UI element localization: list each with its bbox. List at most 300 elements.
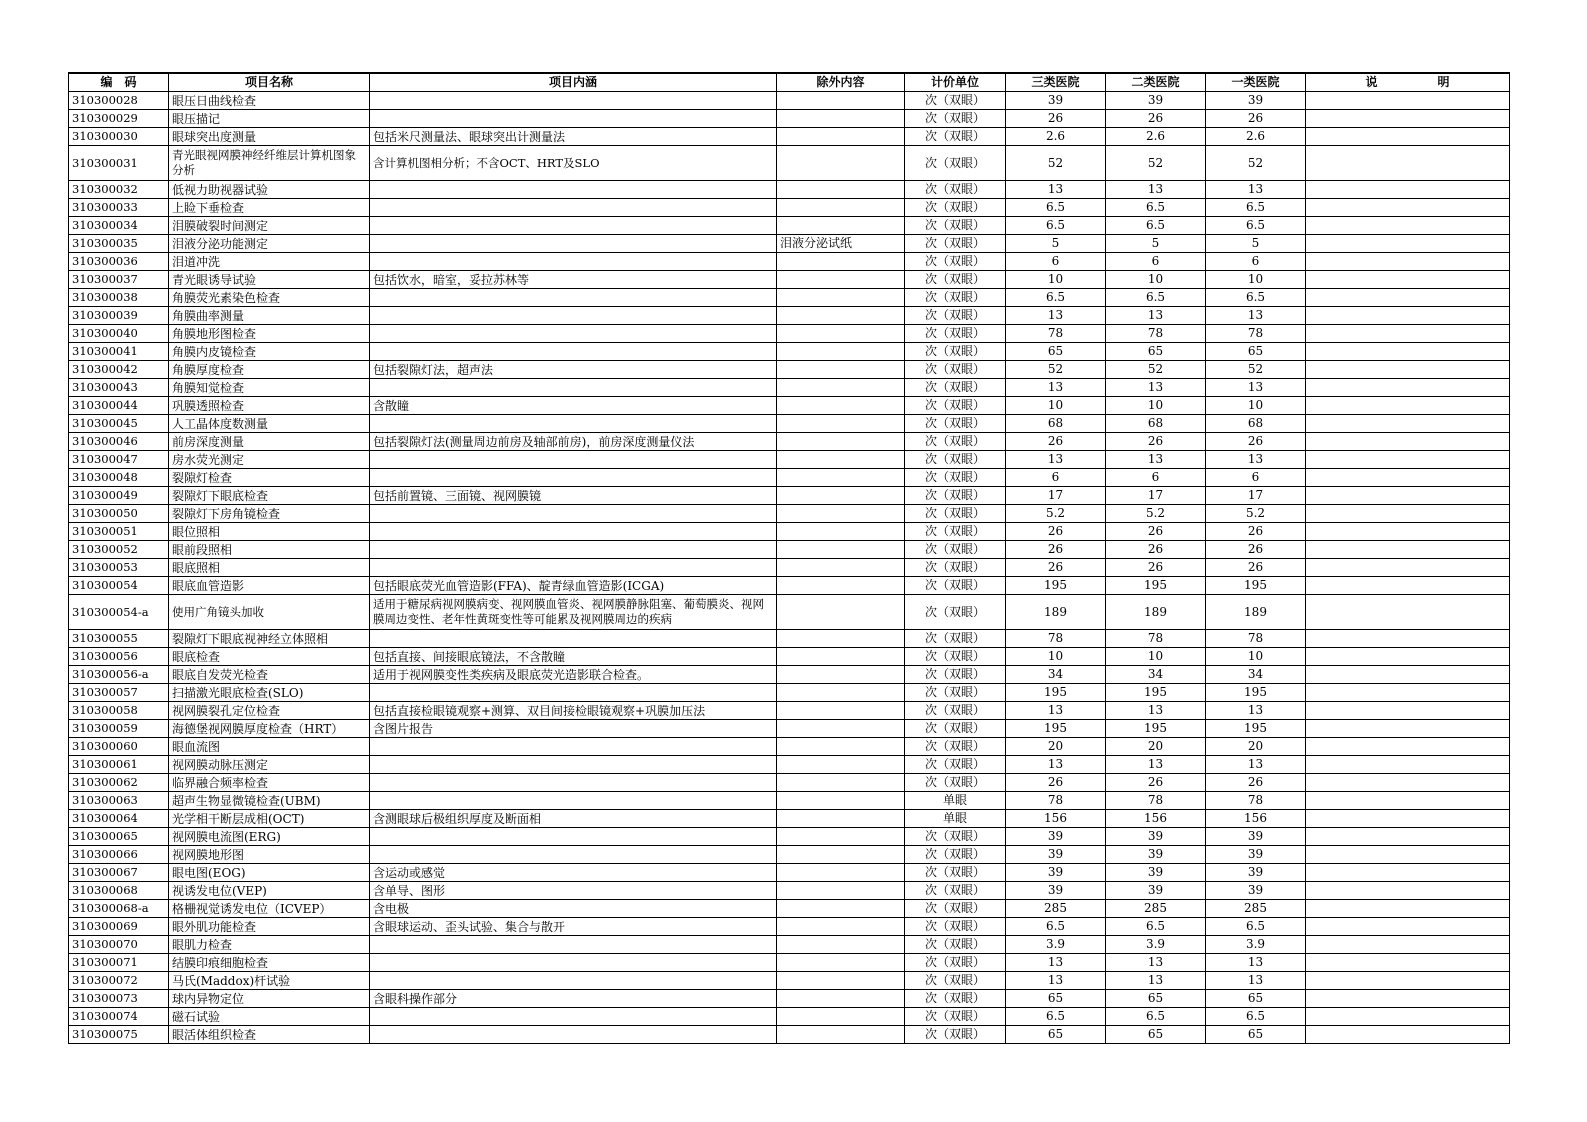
cell-item-content	[370, 199, 777, 217]
cell-exclusions	[777, 433, 905, 451]
cell-unit: 次（双眼）	[905, 918, 1006, 936]
cell-notes	[1306, 595, 1510, 630]
cell-code: 310300071	[69, 954, 169, 972]
cell-code: 310300050	[69, 505, 169, 523]
cell-code: 310300037	[69, 271, 169, 289]
cell-notes	[1306, 918, 1510, 936]
table-row	[69, 756, 1510, 774]
cell-item-name: 前房深度测量	[169, 433, 370, 451]
cell-notes	[1306, 990, 1510, 1008]
table-row	[69, 505, 1510, 523]
cell-class2-price: 26	[1106, 523, 1206, 541]
cell-item-name: 眼压描记	[169, 110, 370, 128]
cell-class1-price: 6.5	[1206, 289, 1306, 307]
cell-class3-price: 52	[1006, 361, 1106, 379]
cell-exclusions	[777, 128, 905, 146]
table-row	[69, 146, 1510, 181]
cell-class2-price: 195	[1106, 684, 1206, 702]
table-row	[69, 307, 1510, 325]
cell-class3-price: 13	[1006, 181, 1106, 199]
cell-exclusions	[777, 92, 905, 110]
cell-item-content	[370, 181, 777, 199]
cell-unit: 次（双眼）	[905, 972, 1006, 990]
cell-unit: 次（双眼）	[905, 900, 1006, 918]
cell-class2-price: 13	[1106, 756, 1206, 774]
cell-unit: 次（双眼）	[905, 864, 1006, 882]
cell-unit: 次（双眼）	[905, 846, 1006, 864]
cell-item-name: 眼底检查	[169, 648, 370, 666]
cell-item-content: 含单导、图形	[370, 882, 777, 900]
table-row	[69, 684, 1510, 702]
cell-code: 310300044	[69, 397, 169, 415]
cell-class1-price: 52	[1206, 361, 1306, 379]
cell-exclusions	[777, 361, 905, 379]
cell-exclusions: 泪液分泌试纸	[777, 235, 905, 253]
cell-class2-price: 52	[1106, 361, 1206, 379]
cell-exclusions	[777, 217, 905, 235]
cell-class3-price: 26	[1006, 110, 1106, 128]
cell-unit: 次（双眼）	[905, 433, 1006, 451]
cell-item-name: 眼外肌功能检查	[169, 918, 370, 936]
cell-notes	[1306, 810, 1510, 828]
cell-unit: 次（双眼）	[905, 325, 1006, 343]
cell-code: 310300042	[69, 361, 169, 379]
cell-unit: 次（双眼）	[905, 936, 1006, 954]
table-row	[69, 900, 1510, 918]
cell-notes	[1306, 181, 1510, 199]
cell-item-content	[370, 846, 777, 864]
table-row	[69, 217, 1510, 235]
cell-class2-price: 156	[1106, 810, 1206, 828]
cell-class2-price: 13	[1106, 702, 1206, 720]
cell-class1-price: 26	[1206, 433, 1306, 451]
cell-notes	[1306, 630, 1510, 648]
table-row	[69, 666, 1510, 684]
cell-code: 310300049	[69, 487, 169, 505]
cell-unit: 次（双眼）	[905, 307, 1006, 325]
cell-class3-price: 13	[1006, 379, 1106, 397]
cell-class1-price: 52	[1206, 146, 1306, 181]
cell-code: 310300053	[69, 559, 169, 577]
cell-class1-price: 39	[1206, 882, 1306, 900]
cell-exclusions	[777, 146, 905, 181]
cell-item-content	[370, 828, 777, 846]
cell-class3-price: 5	[1006, 235, 1106, 253]
cell-unit: 次（双眼）	[905, 523, 1006, 541]
table-row	[69, 343, 1510, 361]
cell-class2-price: 285	[1106, 900, 1206, 918]
table-row	[69, 271, 1510, 289]
cell-exclusions	[777, 918, 905, 936]
cell-class2-price: 65	[1106, 343, 1206, 361]
table-row	[69, 451, 1510, 469]
cell-unit: 单眼	[905, 810, 1006, 828]
cell-exclusions	[777, 774, 905, 792]
cell-exclusions	[777, 397, 905, 415]
cell-exclusions	[777, 702, 905, 720]
cell-unit: 次（双眼）	[905, 217, 1006, 235]
cell-class2-price: 78	[1106, 630, 1206, 648]
cell-class3-price: 26	[1006, 541, 1106, 559]
cell-item-content: 包括裂隙灯法，超声法	[370, 361, 777, 379]
cell-exclusions	[777, 289, 905, 307]
cell-class1-price: 285	[1206, 900, 1306, 918]
cell-class3-price: 3.9	[1006, 936, 1106, 954]
cell-exclusions	[777, 990, 905, 1008]
table-row	[69, 720, 1510, 738]
cell-unit: 次（双眼）	[905, 1008, 1006, 1026]
cell-item-content: 含电极	[370, 900, 777, 918]
cell-class3-price: 26	[1006, 433, 1106, 451]
cell-class1-price: 39	[1206, 864, 1306, 882]
cell-exclusions	[777, 954, 905, 972]
cell-class3-price: 6.5	[1006, 918, 1106, 936]
cell-unit: 次（双眼）	[905, 630, 1006, 648]
cell-item-content	[370, 559, 777, 577]
cell-item-name: 眼肌力检查	[169, 936, 370, 954]
cell-item-content: 包括裂隙灯法(测量周边前房及轴部前房)，前房深度测量仪法	[370, 433, 777, 451]
cell-class1-price: 26	[1206, 541, 1306, 559]
cell-item-name: 视网膜电流图(ERG)	[169, 828, 370, 846]
cell-exclusions	[777, 864, 905, 882]
table-row	[69, 559, 1510, 577]
cell-code: 310300051	[69, 523, 169, 541]
cell-class2-price: 34	[1106, 666, 1206, 684]
cell-item-content	[370, 92, 777, 110]
cell-item-content	[370, 630, 777, 648]
cell-class1-price: 20	[1206, 738, 1306, 756]
cell-item-content: 适用于糖尿病视网膜病变、视网膜血管炎、视网膜静脉阻塞、葡萄膜炎、视网膜周边变性、老年性黄斑变性等可能累及视网膜周边的疾病	[370, 595, 777, 630]
cell-item-content	[370, 541, 777, 559]
cell-item-content	[370, 1026, 777, 1044]
cell-class1-price: 6.5	[1206, 217, 1306, 235]
cell-unit: 次（双眼）	[905, 828, 1006, 846]
cell-exclusions	[777, 487, 905, 505]
cell-notes	[1306, 954, 1510, 972]
table-row	[69, 1026, 1510, 1044]
cell-code: 310300031	[69, 146, 169, 181]
cell-notes	[1306, 505, 1510, 523]
cell-unit: 次（双眼）	[905, 702, 1006, 720]
cell-class3-price: 13	[1006, 954, 1106, 972]
cell-notes	[1306, 1008, 1510, 1026]
cell-class1-price: 26	[1206, 110, 1306, 128]
cell-class1-price: 156	[1206, 810, 1306, 828]
cell-item-content: 适用于视网膜变性类疾病及眼底荧光造影联合检查。	[370, 666, 777, 684]
cell-class2-price: 39	[1106, 846, 1206, 864]
cell-exclusions	[777, 720, 905, 738]
cell-code: 310300074	[69, 1008, 169, 1026]
cell-class1-price: 65	[1206, 343, 1306, 361]
cell-unit: 次（双眼）	[905, 146, 1006, 181]
cell-unit: 次（双眼）	[905, 774, 1006, 792]
cell-code: 310300064	[69, 810, 169, 828]
cell-exclusions	[777, 972, 905, 990]
cell-notes	[1306, 146, 1510, 181]
cell-item-content: 含测眼球后极组织厚度及断面相	[370, 810, 777, 828]
cell-code: 310300067	[69, 864, 169, 882]
cell-item-content	[370, 1008, 777, 1026]
cell-class1-price: 195	[1206, 684, 1306, 702]
cell-item-content: 含眼科操作部分	[370, 990, 777, 1008]
cell-exclusions	[777, 271, 905, 289]
cell-notes	[1306, 361, 1510, 379]
cell-item-name: 磁石试验	[169, 1008, 370, 1026]
cell-item-name: 眼球突出度测量	[169, 128, 370, 146]
table-row	[69, 469, 1510, 487]
cell-class1-price: 13	[1206, 756, 1306, 774]
cell-class1-price: 10	[1206, 648, 1306, 666]
cell-notes	[1306, 1026, 1510, 1044]
cell-unit: 次（双眼）	[905, 990, 1006, 1008]
cell-class3-price: 39	[1006, 92, 1106, 110]
cell-notes	[1306, 235, 1510, 253]
cell-notes	[1306, 559, 1510, 577]
cell-item-content	[370, 379, 777, 397]
cell-notes	[1306, 487, 1510, 505]
cell-class2-price: 39	[1106, 864, 1206, 882]
cell-class1-price: 26	[1206, 523, 1306, 541]
cell-code: 310300054	[69, 577, 169, 595]
cell-class2-price: 13	[1106, 379, 1206, 397]
cell-code: 310300039	[69, 307, 169, 325]
cell-class1-price: 78	[1206, 325, 1306, 343]
table-row	[69, 954, 1510, 972]
cell-exclusions	[777, 900, 905, 918]
cell-exclusions	[777, 648, 905, 666]
table-row	[69, 128, 1510, 146]
cell-class3-price: 285	[1006, 900, 1106, 918]
cell-notes	[1306, 541, 1510, 559]
table-row	[69, 738, 1510, 756]
cell-notes	[1306, 271, 1510, 289]
cell-class2-price: 6.5	[1106, 1008, 1206, 1026]
cell-exclusions	[777, 379, 905, 397]
cell-item-name: 泪液分泌功能测定	[169, 235, 370, 253]
cell-class2-price: 10	[1106, 397, 1206, 415]
cell-class1-price: 6.5	[1206, 1008, 1306, 1026]
cell-class3-price: 26	[1006, 774, 1106, 792]
cell-class1-price: 13	[1206, 307, 1306, 325]
cell-exclusions	[777, 936, 905, 954]
table-row	[69, 415, 1510, 433]
cell-item-content	[370, 307, 777, 325]
cell-exclusions	[777, 810, 905, 828]
cell-class2-price: 6.5	[1106, 217, 1206, 235]
cell-class2-price: 78	[1106, 792, 1206, 810]
cell-class3-price: 6.5	[1006, 1008, 1106, 1026]
cell-code: 310300034	[69, 217, 169, 235]
col-header-code: 编 码	[69, 73, 169, 92]
cell-item-content	[370, 253, 777, 271]
cell-exclusions	[777, 181, 905, 199]
cell-item-content	[370, 110, 777, 128]
cell-notes	[1306, 307, 1510, 325]
cell-notes	[1306, 469, 1510, 487]
cell-item-name: 海德堡视网膜厚度检查（HRT）	[169, 720, 370, 738]
table-row	[69, 397, 1510, 415]
col-header-class3-price: 三类医院	[1006, 73, 1106, 92]
cell-item-name: 青光眼视网膜神经纤维层计算机图象分析	[169, 146, 370, 181]
cell-unit: 单眼	[905, 792, 1006, 810]
cell-unit: 次（双眼）	[905, 92, 1006, 110]
cell-item-content: 包括米尺测量法、眼球突出计测量法	[370, 128, 777, 146]
cell-class1-price: 6	[1206, 253, 1306, 271]
cell-notes	[1306, 253, 1510, 271]
cell-item-content	[370, 684, 777, 702]
cell-code: 310300040	[69, 325, 169, 343]
cell-item-name: 马氏(Maddox)杆试验	[169, 972, 370, 990]
cell-class3-price: 26	[1006, 523, 1106, 541]
cell-class3-price: 6	[1006, 253, 1106, 271]
cell-unit: 次（双眼）	[905, 199, 1006, 217]
cell-exclusions	[777, 325, 905, 343]
table-row	[69, 1008, 1510, 1026]
cell-exclusions	[777, 828, 905, 846]
cell-exclusions	[777, 577, 905, 595]
cell-code: 310300033	[69, 199, 169, 217]
cell-code: 310300041	[69, 343, 169, 361]
cell-class3-price: 39	[1006, 828, 1106, 846]
col-header-exclusions: 除外内容	[777, 73, 905, 92]
cell-item-name: 临界融合频率检查	[169, 774, 370, 792]
cell-item-name: 光学相干断层成相(OCT)	[169, 810, 370, 828]
cell-unit: 次（双眼）	[905, 595, 1006, 630]
cell-notes	[1306, 397, 1510, 415]
cell-class2-price: 6.5	[1106, 918, 1206, 936]
cell-item-content	[370, 343, 777, 361]
cell-class3-price: 2.6	[1006, 128, 1106, 146]
cell-item-name: 眼底照相	[169, 559, 370, 577]
cell-item-name: 眼位照相	[169, 523, 370, 541]
cell-item-name: 视网膜地形图	[169, 846, 370, 864]
cell-class1-price: 68	[1206, 415, 1306, 433]
cell-class3-price: 5.2	[1006, 505, 1106, 523]
table-row	[69, 487, 1510, 505]
cell-class3-price: 39	[1006, 846, 1106, 864]
cell-class3-price: 34	[1006, 666, 1106, 684]
cell-unit: 次（双眼）	[905, 110, 1006, 128]
cell-class1-price: 6.5	[1206, 199, 1306, 217]
cell-exclusions	[777, 110, 905, 128]
table-row	[69, 702, 1510, 720]
cell-item-name: 巩膜透照检查	[169, 397, 370, 415]
cell-item-name: 扫描激光眼底检查(SLO)	[169, 684, 370, 702]
cell-notes	[1306, 972, 1510, 990]
table-row	[69, 523, 1510, 541]
cell-class3-price: 10	[1006, 648, 1106, 666]
cell-class1-price: 6.5	[1206, 918, 1306, 936]
cell-item-content	[370, 774, 777, 792]
cell-class2-price: 26	[1106, 774, 1206, 792]
cell-item-name: 眼活体组织检查	[169, 1026, 370, 1044]
cell-exclusions	[777, 199, 905, 217]
cell-class3-price: 39	[1006, 882, 1106, 900]
table-row	[69, 253, 1510, 271]
cell-class2-price: 13	[1106, 181, 1206, 199]
cell-code: 310300028	[69, 92, 169, 110]
cell-exclusions	[777, 415, 905, 433]
cell-item-name: 泪道冲洗	[169, 253, 370, 271]
cell-exclusions	[777, 307, 905, 325]
cell-class1-price: 13	[1206, 181, 1306, 199]
cell-class1-price: 13	[1206, 702, 1306, 720]
cell-code: 310300048	[69, 469, 169, 487]
cell-item-content: 含计算机图相分析；不含OCT、HRT及SLO	[370, 146, 777, 181]
cell-code: 310300063	[69, 792, 169, 810]
cell-item-name: 眼前段照相	[169, 541, 370, 559]
table-row	[69, 810, 1510, 828]
table-row	[69, 792, 1510, 810]
table-row	[69, 882, 1510, 900]
cell-unit: 次（双眼）	[905, 451, 1006, 469]
cell-class2-price: 13	[1106, 451, 1206, 469]
cell-class3-price: 65	[1006, 1026, 1106, 1044]
cell-unit: 次（双眼）	[905, 289, 1006, 307]
cell-notes	[1306, 128, 1510, 146]
cell-item-content	[370, 954, 777, 972]
cell-notes	[1306, 451, 1510, 469]
cell-code: 310300059	[69, 720, 169, 738]
cell-class2-price: 78	[1106, 325, 1206, 343]
cell-class2-price: 68	[1106, 415, 1206, 433]
cell-exclusions	[777, 343, 905, 361]
cell-notes	[1306, 433, 1510, 451]
cell-class3-price: 195	[1006, 684, 1106, 702]
cell-item-name: 裂隙灯检查	[169, 469, 370, 487]
cell-item-content	[370, 451, 777, 469]
table-row	[69, 972, 1510, 990]
cell-class3-price: 17	[1006, 487, 1106, 505]
cell-unit: 次（双眼）	[905, 379, 1006, 397]
cell-code: 310300068-a	[69, 900, 169, 918]
cell-notes	[1306, 648, 1510, 666]
cell-item-content: 包括前置镜、三面镜、视网膜镜	[370, 487, 777, 505]
cell-item-content: 含散瞳	[370, 397, 777, 415]
cell-unit: 次（双眼）	[905, 235, 1006, 253]
cell-class2-price: 26	[1106, 559, 1206, 577]
cell-item-name: 结膜印痕细胞检查	[169, 954, 370, 972]
cell-item-content	[370, 738, 777, 756]
cell-class3-price: 6.5	[1006, 289, 1106, 307]
cell-notes	[1306, 828, 1510, 846]
table-row	[69, 379, 1510, 397]
cell-notes	[1306, 756, 1510, 774]
cell-notes	[1306, 289, 1510, 307]
table-row	[69, 990, 1510, 1008]
cell-class1-price: 5	[1206, 235, 1306, 253]
cell-unit: 次（双眼）	[905, 271, 1006, 289]
cell-unit: 次（双眼）	[905, 648, 1006, 666]
cell-class3-price: 20	[1006, 738, 1106, 756]
cell-class3-price: 78	[1006, 630, 1106, 648]
cell-item-content	[370, 936, 777, 954]
cell-unit: 次（双眼）	[905, 128, 1006, 146]
header-row	[69, 73, 1510, 92]
cell-code: 310300036	[69, 253, 169, 271]
cell-code: 310300054-a	[69, 595, 169, 630]
cell-unit: 次（双眼）	[905, 1026, 1006, 1044]
cell-code: 310300075	[69, 1026, 169, 1044]
cell-class3-price: 13	[1006, 702, 1106, 720]
cell-exclusions	[777, 882, 905, 900]
cell-item-name: 裂隙灯下房角镜检查	[169, 505, 370, 523]
cell-class3-price: 6.5	[1006, 217, 1106, 235]
cell-notes	[1306, 379, 1510, 397]
cell-item-name: 视诱发电位(VEP)	[169, 882, 370, 900]
cell-exclusions	[777, 684, 905, 702]
table-row	[69, 774, 1510, 792]
